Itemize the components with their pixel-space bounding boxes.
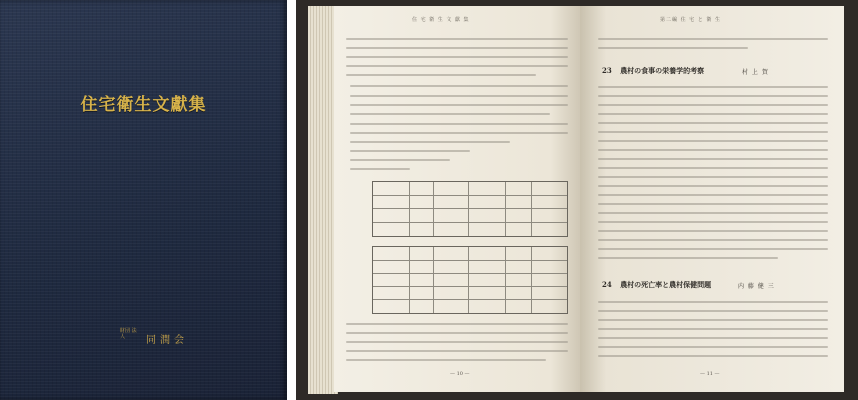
cover-title: 住宅衛生文獻集 — [80, 95, 207, 115]
section-24-author: 内 藤 健 三 — [738, 283, 775, 290]
section-23-author: 村 上 賀 — [742, 69, 769, 76]
left-page-table-2 — [372, 246, 568, 314]
right-page — [580, 6, 844, 392]
book-cover — [0, 0, 287, 400]
right-running-head: 第二編 住 宅 と 衛 生 — [660, 17, 721, 23]
right-page-number: — 11 — — [700, 371, 720, 377]
cover-publisher: 同潤会 — [146, 335, 188, 346]
left-page-number: — 10 — — [450, 371, 470, 377]
left-running-head: 住 宅 衛 生 文 獻 集 — [412, 17, 470, 23]
cover-publisher-prefix: 財団 法人 — [120, 328, 137, 340]
left-page-table-1 — [372, 181, 568, 237]
section-24-title: 農村の死亡率と農村保健問題 — [620, 280, 712, 289]
section-23-title: 農村の食事の栄養学的考察 — [620, 66, 705, 75]
section-24-number: 24 — [602, 280, 612, 289]
section-23-heading — [602, 66, 704, 76]
section-23-number: 23 — [602, 66, 612, 75]
section-24-heading — [602, 280, 711, 290]
